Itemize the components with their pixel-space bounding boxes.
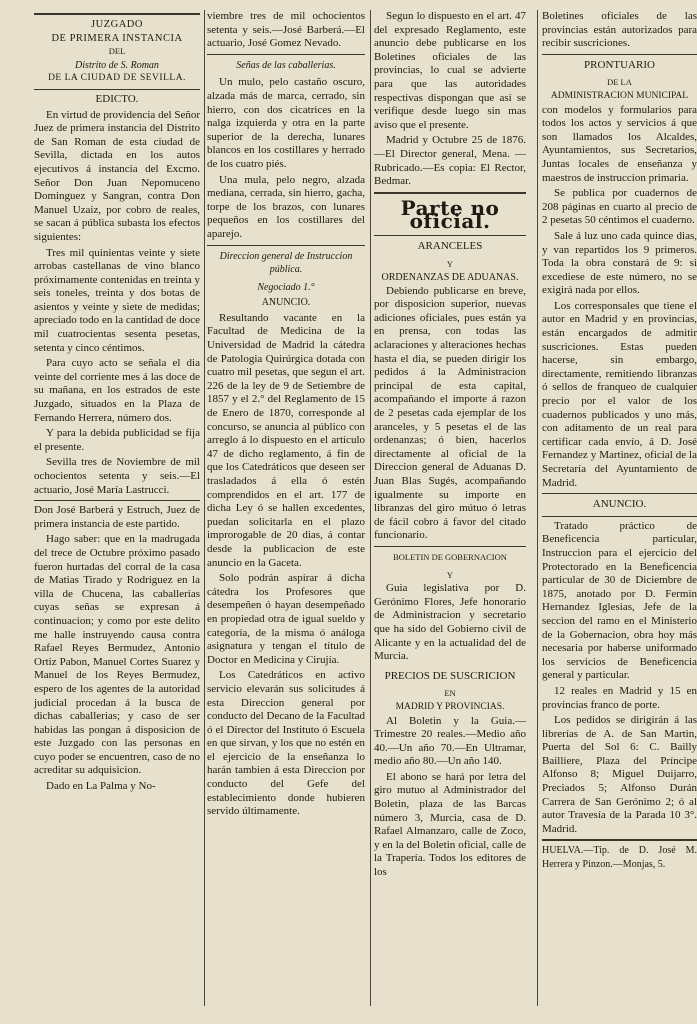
city-label: DE LA CIUDAD DE SEVILLA.: [48, 73, 186, 84]
anuncio-paragraph: Solo podrán aspirar á dicha cátedra los Profesores que desempeñen ó hayan desempeñado en propiedad otra de igual sueldo y categoría, de la misma ó análoga asignatura y tengan el título de Doctor en Medicina y Cirujía.: [207, 572, 365, 666]
precios-heading: PRECIOS DE SUSCRICION: [384, 669, 516, 682]
juez-paragraph: Dado en La Palma y No-: [46, 780, 156, 793]
top-rule: [34, 13, 200, 15]
anuncio-paragraph: Los pedidos se dirigirán á las librerías de A. de San Martin, Puerta del Sol 6: C. Bailly Bailliere, Plaza del Príncipe Alfonso 8; Miguel Duijarro, Preciados 5; Alfonso Durán Carrera de San Gerónimo 2; ó al autor Travesía de la Parada 10 3°. Madrid.: [542, 714, 697, 835]
column-1: [34, 10, 200, 1014]
column-divider: [537, 10, 538, 1006]
anuncio-paragraph: Los Catedráticos en activo servicio elevarán sus solicitudes á esta Direccion general por conducto del Decano de la Facultad ó el Director del Instituto ó Escuela en que sirvan, y los que no estén en el ejercicio de la enseñanza lo harán tambien á esta Direccion por conducto del Gefe del establecimiento donde hubieren servido últimamente.: [207, 669, 365, 818]
column-divider: [204, 10, 205, 1006]
prontuario-paragraph: Los corresponsales que tiene el autor en Madrid y en provincias, están encargados de admitir suscriciones. Estas pueden hacerse, sin embargo, directamente, remitiendo libranzas ó sellos de franqueo de cualquier precio por el valor de los cuadernos publicados y uno más, con aditamento de un real para certificar cada envío, á D. José Fernandez y Martinez, oficial de la Secretaría del Ayuntamiento de Madrid.: [542, 299, 697, 489]
section-rule: [374, 546, 526, 547]
edicto-paragraph: Para cuyo acto se señala el dia veinte del corriente mes á las doce de su mañana, en los estrados de este Juzgado, situados en la Plaza de Fernando Herrera, número dos.: [34, 357, 200, 424]
edicto-paragraph: Y para la debida publicidad se fija el presente.: [34, 427, 200, 453]
court-title: JUZGADO: [91, 19, 143, 30]
section-rule: [34, 89, 200, 90]
de-la-label: DE LA: [607, 77, 632, 88]
printer-footer: HUELVA.—Tip. de D. José M. Herrera y Pinzon.—Monjas, 5.: [542, 845, 697, 871]
section-rule: [542, 54, 697, 55]
edicto-paragraph: Tres mil quinientas veinte y siete arrobas castellanas de vino blanco próximamente contenidas en treinta y seis toneles, treinta y dos botas de asientos y veinte y siete de medidas; apreciado todo en la cantidad de doce mil cuatrocientas sesenta pesetas, setenta y cinco céntimos.: [34, 246, 200, 354]
precios-paragraph: Al Boletin y la Guia.—Trimestre 20 reales.—Medio año 40.—Un año 70.—En Ultramar, medio año 80.—Un año 140.: [374, 714, 526, 768]
section-rule: [374, 235, 526, 236]
court-subtitle: DE PRIMERA INSTANCIA: [51, 32, 183, 44]
anuncio-heading: ANUNCIO.: [261, 297, 311, 309]
continued-signature: Madrid y Octubre 25 de 1876. —El Director general, Mena. —Rubricado.—Es copia: El Rector, Bedmar.: [374, 134, 526, 188]
juez-paragraph: Hago saber: que en la madrugada del trece de Octubre próximo pasado fueron hurtadas del corral de la casa de Matias Tirado y Rodriguez en la villa de Chucena, las caballerias cuyas señas se expresan á continuacion; y como por este delito me halle instruyendo causa contra Rafael Reyes Bermudez, Antonio Ortiz Pabon, Manuel Cortes Suarez y Manuel de los Reyes Bermudez, espero de los agentes de la autoridad judicial procedan á la busca de dichas caballerias; y caso de ser habidas las pongan á disposicion de este Juzgado con las personas en cuyo poder se encuentren, caso de no acreditar su adquisicion.: [34, 533, 200, 777]
continued-text: viembre tres de mil ochocientos setenta y seis.—José Barberá.—El actuario, José Gomez Nevado.: [207, 10, 365, 50]
boletin-paragraph: Guia legislativa por D. Gerónimo Flores, Jefe honorario de Administracion y secretario que ha sido del Gobierno civil de Alicante y en la actualidad del de Murcia.: [374, 582, 526, 663]
continued-paragraph: Segun lo dispuesto en el art. 47 del expresado Reglamento, este anuncio debe publicarse en los Boletines oficiales de las provincias, lo cual se advierte para que las autoridades respectivas dispongan que así se verifique desde luego sin mas aviso que el presente.: [374, 10, 526, 131]
prontuario-heading: PRONTUARIO: [584, 58, 655, 71]
section-rule: [374, 192, 526, 194]
prontuario-paragraph: Se publica por cuadernos de 208 páginas en cuarto al precio de 2 pesetas 50 céntimos el cuaderno.: [542, 187, 697, 227]
senas-paragraph: Una mula, pelo negro, alzada mediana, cerrada, sin hierro, gacha, torpe de los brazos, con lunares pequeños en los costillares del aparejo.: [207, 173, 365, 240]
anuncio-paragraph: Tratado práctico de Beneficencia particular, Instruccion para el ejercicio del Protectorado en la Beneficencia particular de 30 de Diciembre de 1875, anotado por D. Fermin Hernandez Iglesias, Jefe de la seccion del ramo en el Ministerio de la Gobernacion, obra hoy más necesaria por haberse uniformado los servicios de Beneficencia general y particular.: [542, 519, 697, 682]
column-divider: [370, 10, 371, 1006]
section-rule: [542, 493, 697, 494]
senas-heading: Señas de las caballerias.: [236, 59, 336, 71]
footer-rule: [542, 839, 697, 841]
section-rule: [34, 500, 200, 501]
admin-municipal-heading: ADMINISTRACION MUNICIPAL: [550, 90, 689, 101]
senas-paragraph: Un mulo, pelo castaño oscuro, alzada más de marca, cerrado, sin hierro, con dos cicatrices en la nalga izquierda y otra en la parte superior de la derecha, lunares blancos en los costillares y herrado de los cuatro piés.: [207, 76, 365, 170]
anuncio-paragraph: Resultando vacante en la Facultad de Medicina de la Universidad de Madrid la cátedra de Patologia Quirúrgica dotada con cuatro mil pesetas, que segun el art. 226 de la ley de 9 de Setiembre de 1857 y el 2.° del Reglamento de 15 de Enero de 1870, corresponde al concurso, se anuncia al público con arreglo á lo dispuesto en el artículo 47 de dicho reglamento, á fin de que los Catedráticos que deseen ser trasladados á ella ó estén comprendidos en el art. 177 de dicha Ley ó se hallen excedentes, puedan solicitarla en el plazo improrogable de 20 dias, á contar desde la publicacion de este anuncio en la Gaceta.: [207, 311, 365, 569]
continued-paragraph: Boletines oficiales de las provincias están autorizados para recibir suscriciones.: [542, 10, 697, 50]
anuncio-paragraph: 12 reales en Madrid y 15 en provincias franco de porte.: [542, 684, 697, 711]
negociado-label: Negociado 1.°: [257, 281, 315, 293]
district-label: Distrito de S. Roman: [75, 59, 159, 71]
section-rule: [207, 245, 365, 246]
parte-no-oficial-heading: Parte no oficial.: [400, 195, 500, 234]
column-2: [207, 10, 365, 1014]
aranceles-paragraph: Debiendo publicarse en breve, por disposicion superior, nuevas adiciones oficiales, pues están ya en prensa, con todas las aclaraciones y alteraciones hechas hasta el dia, se pueden dirigir los pedidos á la Administracion principal de esta capital, acompañando el importe á razon de 2 pesetas cada ejemplar de los aranceles, y 5 pesetas el de las ordenanzas; ó bien, hacerlos directamente al oficial de la Direccion general de Aduanas D. Juan Blas Sugés, acompañando igualmente su importe en libranzas del giro mútuo ó letras de fácil cobro á favor del citado funcionario.: [374, 284, 526, 542]
edicto-signature: Sevilla tres de Noviembre de mil ochocientos setenta y seis.—El actuario, José María Lastrucci.: [34, 456, 200, 496]
section-rule: [207, 54, 365, 55]
prontuario-paragraph: con modelos y formularios para todos los actos y servicios á que son llamados los Alcaldes, Ayuntamientos, sus Secretarios, Juntas locales de enseñanza y maestros de instruccion primaria.: [542, 103, 697, 184]
juez-heading: Don José Barberá y Estruch, Juez de primera instancia de este partido.: [34, 504, 200, 530]
boletin-heading: BOLETIN DE GOBERNACION: [393, 551, 507, 562]
prontuario-paragraph: Sale á luz uno cada quince dias, y van repartidos los 9 primeros. Toda la obra constará de 9: si excediese de este número, no se exigirá nada por ellos.: [542, 229, 697, 297]
ordenanzas-heading: ORDENANZAS DE ADUANAS.: [381, 272, 519, 284]
section-rule: [542, 516, 697, 517]
column-3: [374, 10, 526, 1014]
en-label: EN: [444, 688, 456, 699]
y-label: Y: [446, 258, 454, 269]
madrid-prov-label: MADRID Y PROVINCIAS.: [395, 701, 505, 712]
edicto-paragraph: En virtud de providencia del Señor Juez de primera instancia del Distrito de San Roman de esta ciudad de Sevilla, dictada en los autos ejecutivos á instancia del Excmo. Señor Don Juan Nepomuceno Dominguez y Sangran, contra Don Manuel Uzaiz, por cobro de reales, se sacan á pública subasta los efectos siguientes:: [34, 108, 200, 243]
column-4: [542, 10, 697, 1014]
direccion-heading: Direccion general de Instruccion pública.: [219, 250, 353, 276]
del-label: DEL: [108, 46, 126, 57]
anuncio-heading: ANUNCIO.: [592, 498, 647, 511]
edicto-heading: EDICTO.: [95, 92, 139, 105]
y-label: Y: [446, 569, 454, 580]
precios-paragraph: El abono se hará por letra del giro mutuo al Administrador del Boletin, plaza de las Barcas número 3, Murcia, casa de D. Rafael Almanzaro, calle de Zoco, y en la del Boletin oficial, calle de la Trapería. Todos los editores de los: [374, 770, 526, 879]
aranceles-heading: ARANCELES: [417, 239, 483, 252]
